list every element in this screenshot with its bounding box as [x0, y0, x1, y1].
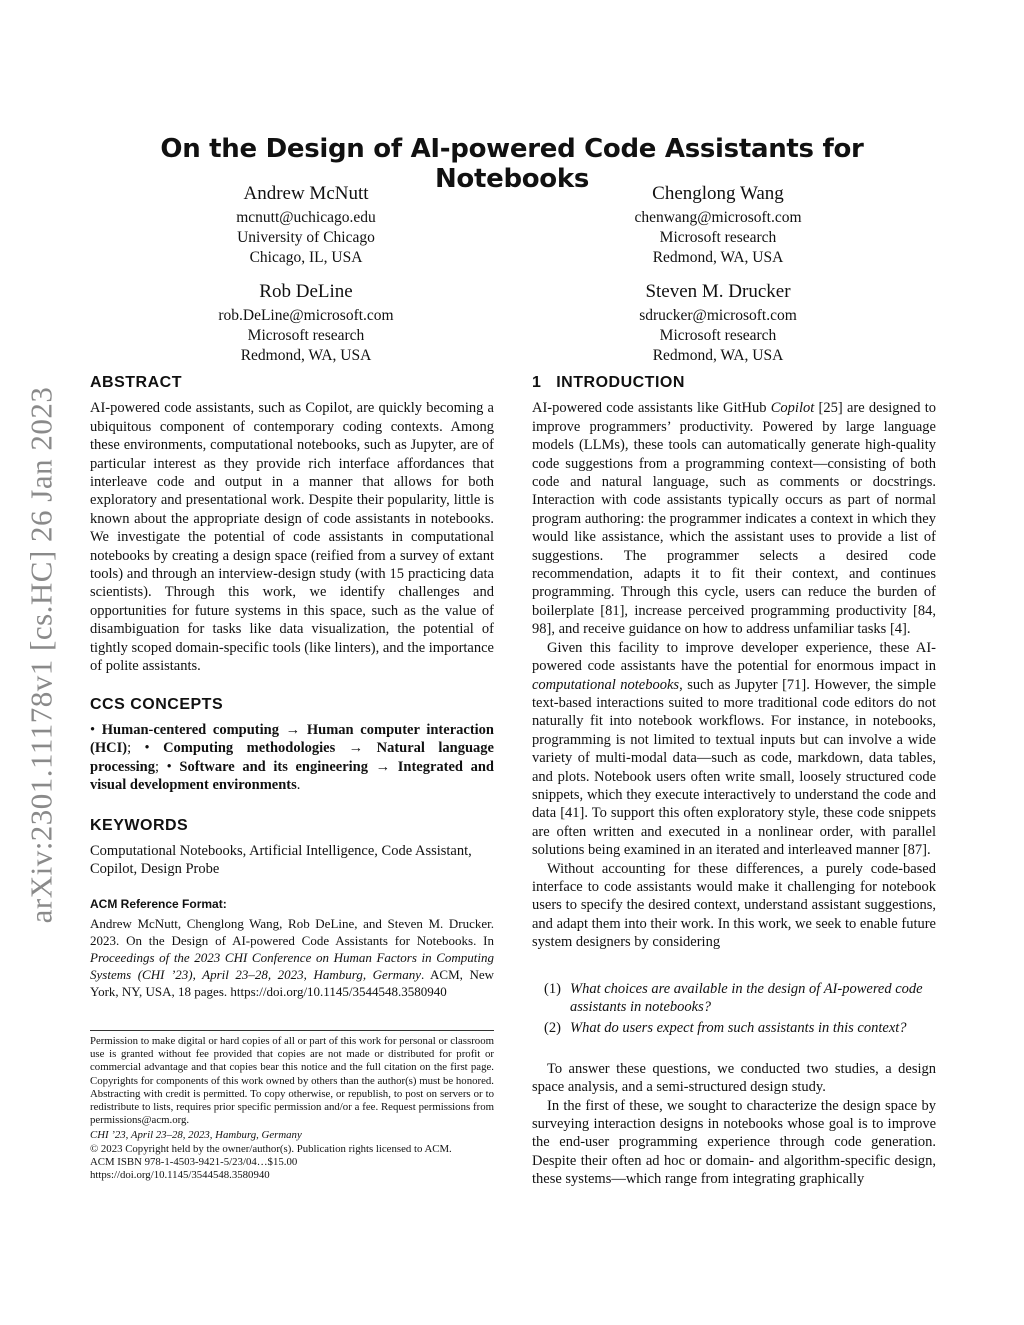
intro-heading: 1 INTRODUCTION: [532, 374, 685, 391]
intro-paragraph: [532, 639, 936, 860]
author-name: Chenglong Wang: [652, 183, 784, 204]
author-affiliation: Microsoft research: [247, 327, 365, 344]
author-affiliation: Microsoft research: [659, 229, 777, 246]
keywords-heading: KEYWORDS: [90, 816, 189, 834]
left-column: [90, 374, 494, 1000]
intro-text: , such as Jupyter [71]. However, the simple text-based interactions suited to more traditional code editors do not naturally fit into notebook workflows. For instance, in notebooks, programming is not limited to textual inputs but can involve a wide variety of multi-modal data—such as code, markdown, data tables, and plots. Notebook users often write small, loosely structured code snippets, which they execute interactively to understand the code and data [41]. To support this often exploratory style, these code snippets are often written and executed in a nonlinear order, with parallel solutions being examined in an iterated and interleaved manner [87].: [532, 676, 936, 859]
ccs-bullet: •: [144, 740, 164, 757]
author-block: [553, 280, 883, 366]
doi-line: https://doi.org/10.1145/3544548.3580940: [90, 1169, 270, 1182]
author-location: Redmond, WA, USA: [240, 347, 372, 364]
conference-line: CHI ’23, April 23–28, 2023, Hamburg, Germany: [90, 1129, 302, 1142]
ccs-heading: CCS CONCEPTS: [90, 695, 224, 713]
intro-text: Given this facility to improve developer experience, these AI-powered code assistants have the potential for enormous impact in: [532, 639, 936, 675]
question-number: (2): [544, 1020, 561, 1037]
ccs-concept: Human-centered computing → Human computer interaction (HCI): [90, 721, 494, 757]
intro-emphasis: computational notebooks: [532, 676, 680, 693]
author-name: Andrew McNutt: [243, 183, 369, 204]
ccs-concept: Computing methodologies → Natural language processing: [90, 740, 494, 775]
keywords-text: Computational Notebooks, Artificial Intelligence, Code Assistant, Copilot, Design Probe: [90, 842, 472, 878]
question-text: What choices are available in the design of AI-powered code assistants in notebooks?: [570, 980, 923, 1015]
arxiv-stamp-text: arXiv:2301.11178v1 [cs.HC] 26 Jan 2023: [23, 386, 59, 924]
intro-text: AI-powered code assistants like GitHub: [532, 400, 771, 417]
permission-notice: Permission to make digital or hard copies of all or part of this work for personal or classroom use is granted without fee provided that copies are not made or distributed for profit or commercial advantage and that copies bear this notice and the full citation on the first page. Copyrights for components of this work owned by others than the author(s) must be honored. Abstracting with credit is permitted. To copy otherwise, or republish, to post on servers or to redistribute to lists, requires prior specific permission and/or a fee. Request permissions from permissions@acm.org.: [90, 1035, 494, 1127]
acm-reference-venue: Proceedings of the 2023 CHI Conference on Human Factors in Computing Systems (CHI ’23), April 23–28, 2023, Hamburg, Germany: [90, 950, 494, 983]
author-name: Steven M. Drucker: [645, 281, 791, 302]
author-email: mcnutt@uchicago.edu: [236, 209, 376, 226]
author-email: sdrucker@microsoft.com: [639, 307, 797, 324]
acm-reference-tail: . ACM, New York, NY, USA, 18 pages. https://doi.org/10.1145/3544548.3580940: [90, 967, 494, 1000]
intro-emphasis: Copilot: [770, 400, 815, 417]
acm-reference-text: [90, 915, 494, 1000]
question-number: (1): [544, 980, 561, 997]
author-name: Rob DeLine: [259, 281, 353, 302]
research-question: [544, 1019, 936, 1037]
copyright-line: © 2023 Copyright held by the owner/author(s). Publication rights licensed to ACM.: [90, 1142, 452, 1155]
intro-paragraph: [532, 399, 936, 638]
ccs-bullet: •: [90, 721, 102, 738]
intro-paragraph: Without accounting for these differences, a purely code-based interface to code assistants would make it challenging for notebook users to specify the desired context, understand assistant suggestions, and adapt them into their work. In this work, we seek to enable future system designers by considering: [532, 860, 936, 951]
acm-reference-authors: Andrew McNutt, Chenglong Wang, Rob DeLine, and Steven M. Drucker. 2023. On the Design of AI-powered Code Assistants for Notebooks. In: [90, 916, 494, 949]
author-location: Redmond, WA, USA: [652, 249, 784, 266]
acm-reference-heading: ACM Reference Format:: [90, 896, 227, 911]
question-text: What do users expect from such assistants in this context?: [570, 1020, 907, 1037]
abstract-text: AI-powered code assistants, such as Copilot, are quickly becoming a ubiquitous component of contemporary coding contexts. Among these environments, computational notebooks, such as Jupyter, are of particular interest as they provide rich interface affordances that interleave code and output in a manner that allows for both exploratory and presentational work. Despite their popularity, little is known about the appropriate design of code assistants in notebooks. We investigate the potential of code assistants in computational notebooks by creating a design space (reified from a survey of extant tools) and through an interview-design study (with 15 practicing data scientists). Through this work, we identify challenges and opportunities for future systems in this space, such as the value of disambiguation for tasks like data visualization, the potential of tightly scoped domain-specific tools (like linters), and the importance of polite assistants.: [90, 400, 494, 675]
intro-paragraph: To answer these questions, we conducted two studies, a design space analysis, and a semi-structured design study.: [532, 1060, 936, 1096]
ccs-bullet: •: [166, 758, 180, 775]
intro-paragraph: In the first of these, we sought to characterize the design space by surveying interaction designs in notebooks whose goal is to improve the end-user programming experience through code generation. Despite their often ad hoc or domain- and algorithm-specific design, these systems—which range from integrating graphically: [532, 1097, 936, 1188]
author-location: Redmond, WA, USA: [652, 347, 784, 364]
author-email: rob.DeLine@microsoft.com: [218, 307, 394, 324]
ccs-separator: ;: [127, 740, 145, 757]
arxiv-stamp: [6, 360, 76, 950]
author-block: [141, 280, 471, 366]
author-email: chenwang@microsoft.com: [634, 209, 802, 226]
ccs-separator: .: [296, 777, 301, 794]
ccs-concepts: [90, 721, 494, 795]
acm-reference: [90, 895, 494, 1000]
author-affiliation: Microsoft research: [659, 327, 777, 344]
isbn-line: ACM ISBN 978-1-4503-9421-5/23/04…$15.00: [90, 1155, 298, 1168]
author-block: [553, 182, 883, 268]
author-block: [141, 182, 471, 268]
research-question: [544, 980, 936, 1017]
author-affiliation: University of Chicago: [237, 229, 375, 246]
intro-text: [25] are designed to improve programmers’ productivity. Powered by large language models (LLMs), these tools can automatically generate high-quality code suggestions from a programming context—consisting of both code and natural language, such as comments or docstrings. Interaction with code assistants typically occurs as part of normal program authoring: the programmer indicates a context in which they would like assistance, which the assistant uses to provide a list of suggestions. The programmer selects a desired code recommendation, adapts it to fit their context, and continues programming. Through this cycle, users can reduce the burden of boilerplate [81], increase perceived programming productivity [84, 98], and receive guidance on how to address unfamiliar tasks [4].: [532, 400, 936, 638]
author-location: Chicago, IL, USA: [249, 249, 363, 266]
paper-title: On the Design of AI-powered Code Assistants for Notebooks: [160, 134, 864, 194]
ccs-separator: ;: [155, 758, 167, 775]
copyright-footnote: [90, 1030, 494, 1182]
right-column: [532, 374, 936, 1189]
ccs-concept: Software and its engineering → Integrated and visual development environments: [90, 758, 494, 794]
abstract-heading: ABSTRACT: [90, 374, 182, 391]
research-questions: [544, 980, 936, 1038]
